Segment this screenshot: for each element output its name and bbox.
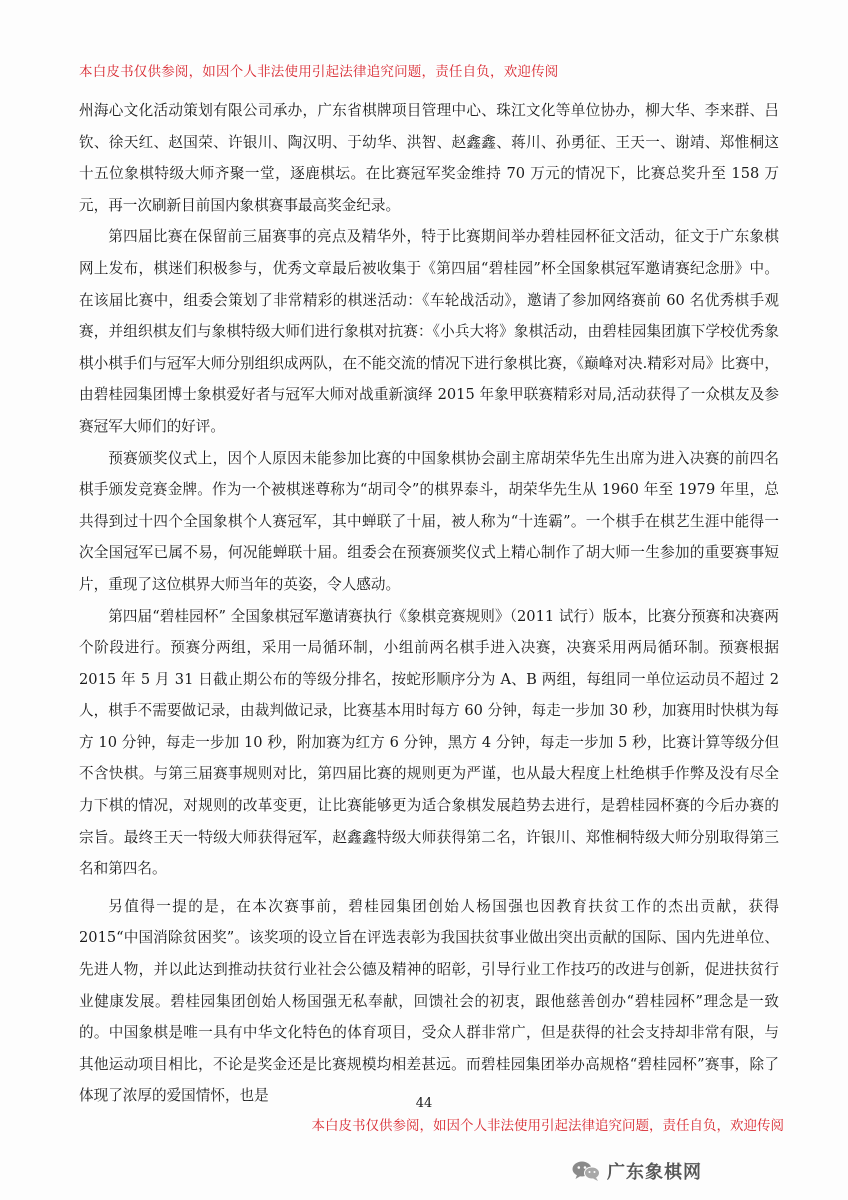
paragraph: 第四届比赛在保留前三届赛事的亮点及精华外，特于比赛期间举办碧桂园杯征文活动，征文于广东象棋网上发布，棋迷们积极参与，优秀文章最后被收集于《第四届“碧桂园”杯全国象棋冠军邀请赛纪念册》中。在该届比赛中，组委会策划了非常精彩的棋迷活动：《车轮战活动》，邀请了参加网络赛前 60 名优秀棋手观赛，并组织棋友们与象棋特级大师们进行象棋对抗赛：《小兵大将》象棋活动，由碧桂园集团旗下学校优秀象棋小棋手们与冠军大师分别组织成两队，在不能交流的情况下进行象棋比赛，《巅峰对决.精彩对局》比赛中，由碧桂园集团博士象棋爱好者与冠军大师对战重新演绎 2015 年象甲联赛精彩对局,活动获得了一众棋友及参赛冠军大师们的好评。 xyxy=(79,228,779,435)
paragraph: 第四届“碧桂园杯” 全国象棋冠军邀请赛执行《象棋竞赛规则》（2011 试行）版本，比赛分预赛和决赛两个阶段进行。预赛分两组，采用一局循环制，小组前两名棋手进入决赛，决赛采用两局循环制。预赛根据 2015 年 5 月 31 日截止期公布的等级分排名，按蛇形顺序分为 A、B 两组，每组同一单位运动员不超过 2 人，棋手不需要做记录，由裁判做记录，比赛基本用时每方 60 分钟，每走一步加 30 秒，加赛用时快棋为每方 10 分钟，每走一步加 10 秒，附加赛为红方 6 分钟，黑方 4 分钟，每走一步加 5 秒，比赛计算等级分但不含快棋。与第三届赛事规则对比，第四届比赛的规则更为严谨，也从最大程度上杜绝棋手作弊及没有尽全力下棋的情况，对规则的改革变更，让比赛能够更为适合象棋发展趋势去进行，是碧桂园杯赛的今后办赛的宗旨。最终王天一特级大师获得冠军，赵鑫鑫特级大师获得第二名，许银川、郑惟桐特级大师分别取得第三名和第四名。 xyxy=(79,607,779,878)
page-number: 44 xyxy=(415,1096,433,1111)
watermark xyxy=(571,1158,702,1184)
paragraph: 预赛颁奖仪式上，因个人原因未能参加比赛的中国象棋协会副主席胡荣华先生出席为进入决赛的前四名棋手颁发竞赛金牌。作为一个被棋迷尊称为“胡司令”的棋界泰斗，胡荣华先生从 1960 年至 1979 年里，总共得到过十四个全国象棋个人赛冠军，其中蝉联了十届，被人称为“十连霸”。一个棋手在棋艺生涯中能得一次全国冠军已属不易，何况能蝉联十届。组委会在预赛颁奖仪式上精心制作了胡大师一生参加的重要赛事短片，重现了这位棋界大师当年的英姿，令人感动。 xyxy=(79,449,779,593)
paragraph: 另值得一提的是，在本次赛事前，碧桂园集团创始人杨国强也因教育扶贫工作的杰出贡献，获得 2015“中国消除贫困奖”。该奖项的设立旨在评选表彰为我国扶贫事业做出突出贡献的国际、国内先进单位、先进人物，并以此达到推动扶贫行业社会公德及精神的昭彰，引导行业工作技巧的改进与创新，促进扶贫行业健康发展。碧桂园集团创始人杨国强无私奉献，回馈社会的初衷，跟他慈善创办“碧桂园杯”理念是一致的。中国象棋是唯一具有中华文化特色的体育项目，受众人群非常广，但是获得的社会支持却非常有限，与其他运动项目相比，不论是奖金还是比赛规模均相差甚远。而碧桂园集团举办高规格“碧桂园杯”赛事，除了体现了浓厚的爱国情怀，也是 xyxy=(79,897,779,1105)
paragraph: 州海心文化活动策划有限公司承办，广东省棋牌项目管理中心、珠江文化等单位协办，柳大华、李来群、吕钦、徐天红、赵国荣、许银川、陶汉明、于幼华、洪智、赵鑫鑫、蒋川、孙勇征、王天一、谢靖、郑惟桐这十五位象棋特级大师齐聚一堂，逐鹿棋坛。在比赛冠军奖金维持 70 万元的情况下，比赛总奖升至 158 万元，再一次刷新目前国内象棋赛事最高奖金纪录。 xyxy=(79,102,779,214)
header-disclaimer: 本白皮书仅供参阅，如因个人非法使用引起法律追究问题，责任自负，欢迎传阅 xyxy=(79,64,559,80)
footer-disclaimer: 本白皮书仅供参阅，如因个人非法使用引起法律追究问题，责任自负，欢迎传阅 xyxy=(311,1118,784,1134)
wechat-icon xyxy=(571,1160,601,1182)
watermark-text: 广东象棋网 xyxy=(607,1162,702,1183)
body-text xyxy=(79,95,779,1112)
